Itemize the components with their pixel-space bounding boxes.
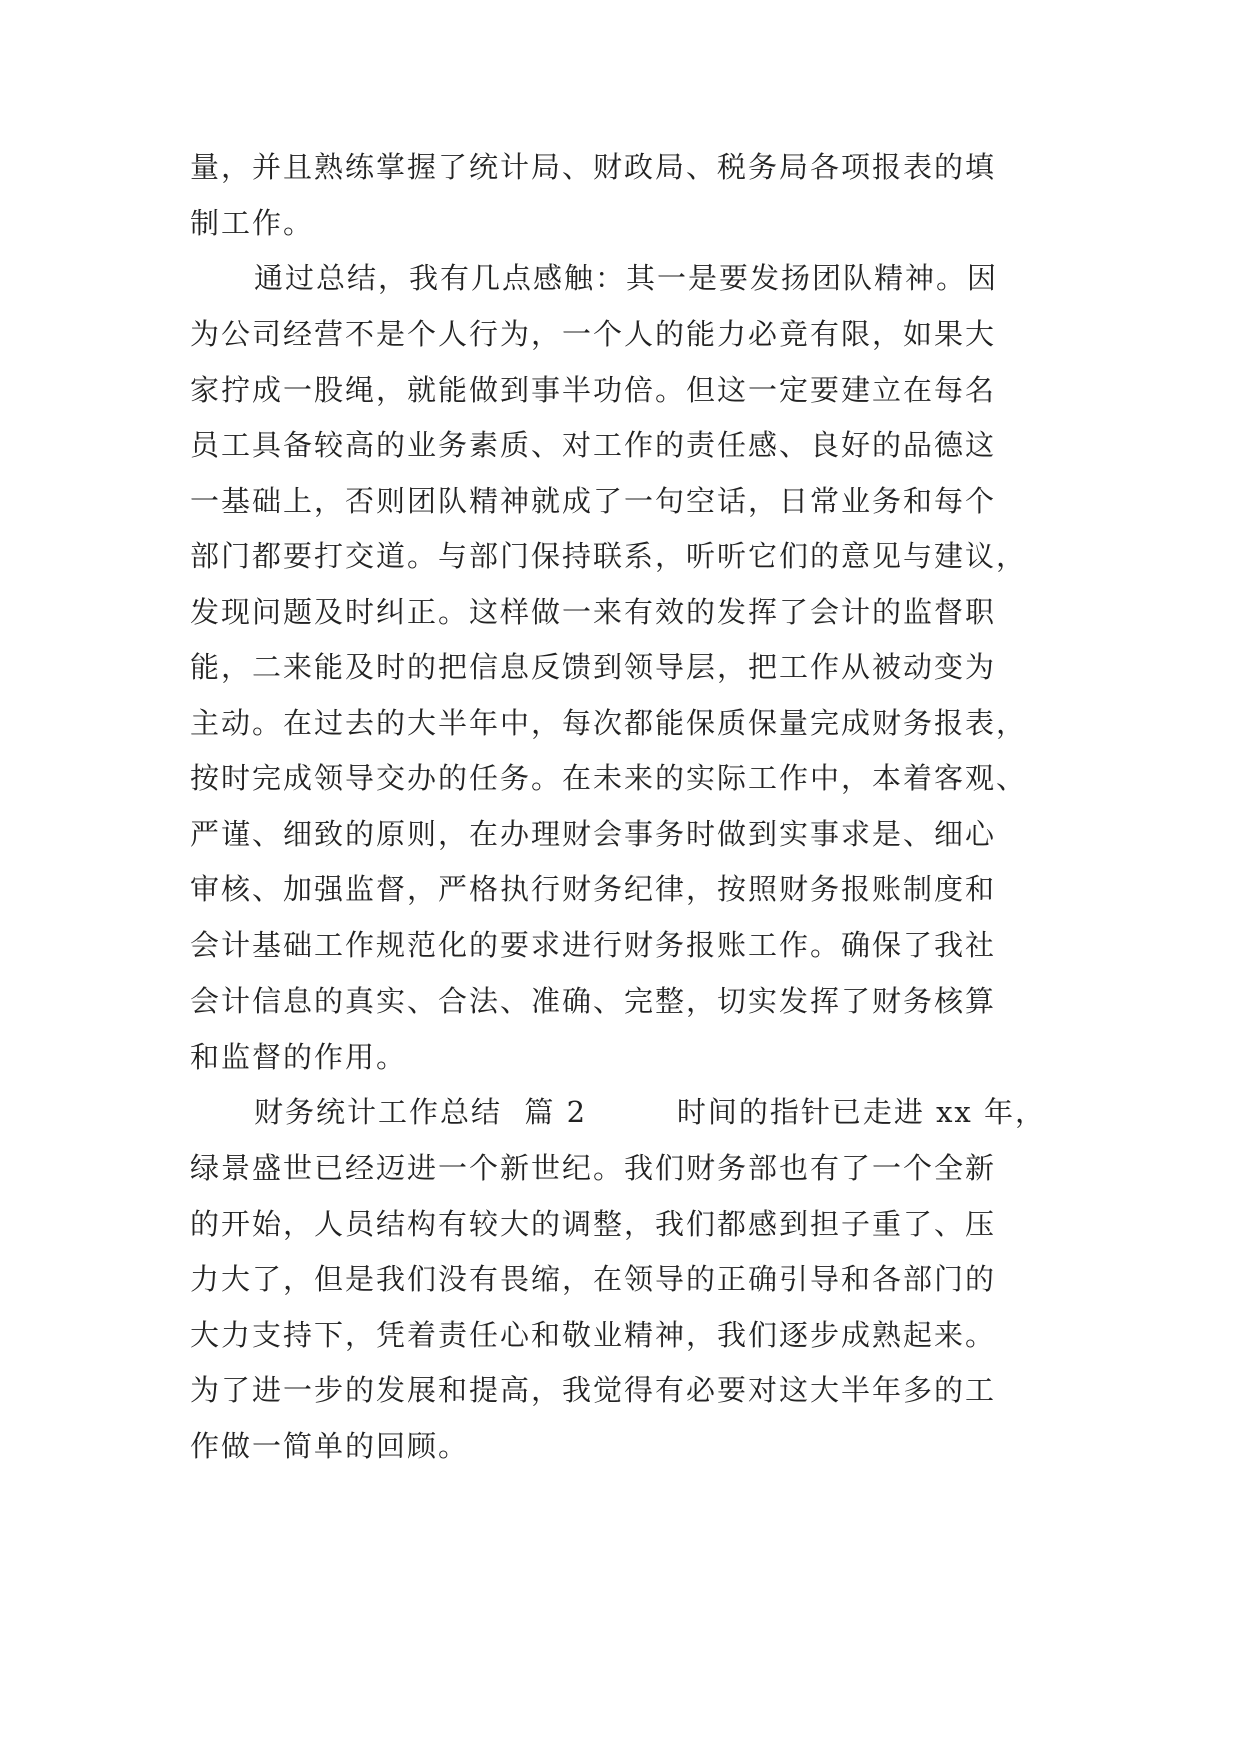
section-heading-line: 财务统计工作总结 篇 2 时间的指针已走进 xx 年， <box>254 1095 1046 1129</box>
text-line: 能，二来能及时的把信息反馈到领导层，把工作从被动变为 <box>190 650 997 684</box>
text-line: 发现问题及时纠正。这样做一来有效的发挥了会计的监督职 <box>190 595 997 629</box>
text-line: 主动。在过去的大半年中，每次都能保质保量完成财务报表， <box>190 706 1028 740</box>
text-line: 作做一简单的回顾。 <box>190 1429 470 1463</box>
text-line: 大力支持下，凭着责任心和敬业精神，我们逐步成熟起来。 <box>190 1318 997 1352</box>
text-line: 家拧成一股绳，就能做到事半功倍。但这一定要建立在每名 <box>190 373 997 407</box>
text-line: 审核、加强监督，严格执行财务纪律，按照财务报账制度和 <box>190 872 997 906</box>
text-line: 会计基础工作规范化的要求进行财务报账工作。确保了我社 <box>190 928 997 962</box>
text-line: 一基础上，否则团队精神就成了一句空话，日常业务和每个 <box>190 484 997 518</box>
text-line: 严谨、细致的原则，在办理财会事务时做到实事求是、细心 <box>190 817 997 851</box>
text-line: 为公司经营不是个人行为，一个人的能力必竟有限，如果大 <box>190 317 997 351</box>
text-line: 的开始，人员结构有较大的调整，我们都感到担子重了、压 <box>190 1207 997 1241</box>
text-line: 部门都要打交道。与部门保持联系，听听它们的意见与建议， <box>190 539 1028 573</box>
text-line: 制工作。 <box>190 206 315 240</box>
text-line: 绿景盛世已经迈进一个新世纪。我们财务部也有了一个全新 <box>190 1151 997 1185</box>
text-line: 会计信息的真实、合法、准确、完整，切实发挥了财务核算 <box>190 984 997 1018</box>
text-line: 和监督的作用。 <box>190 1040 408 1074</box>
text-line: 为了进一步的发展和提高，我觉得有必要对这大半年多的工 <box>190 1373 997 1407</box>
text-line: 员工具备较高的业务素质、对工作的责任感、良好的品德这 <box>190 428 997 462</box>
text-line: 量，并且熟练掌握了统计局、财政局、税务局各项报表的填 <box>190 150 997 184</box>
text-line: 力大了，但是我们没有畏缩，在领导的正确引导和各部门的 <box>190 1262 997 1296</box>
paragraph-first-line: 通过总结，我有几点感触：其一是要发扬团队精神。因 <box>254 261 999 295</box>
text-line: 按时完成领导交办的任务。在未来的实际工作中，本着客观、 <box>190 761 1028 795</box>
